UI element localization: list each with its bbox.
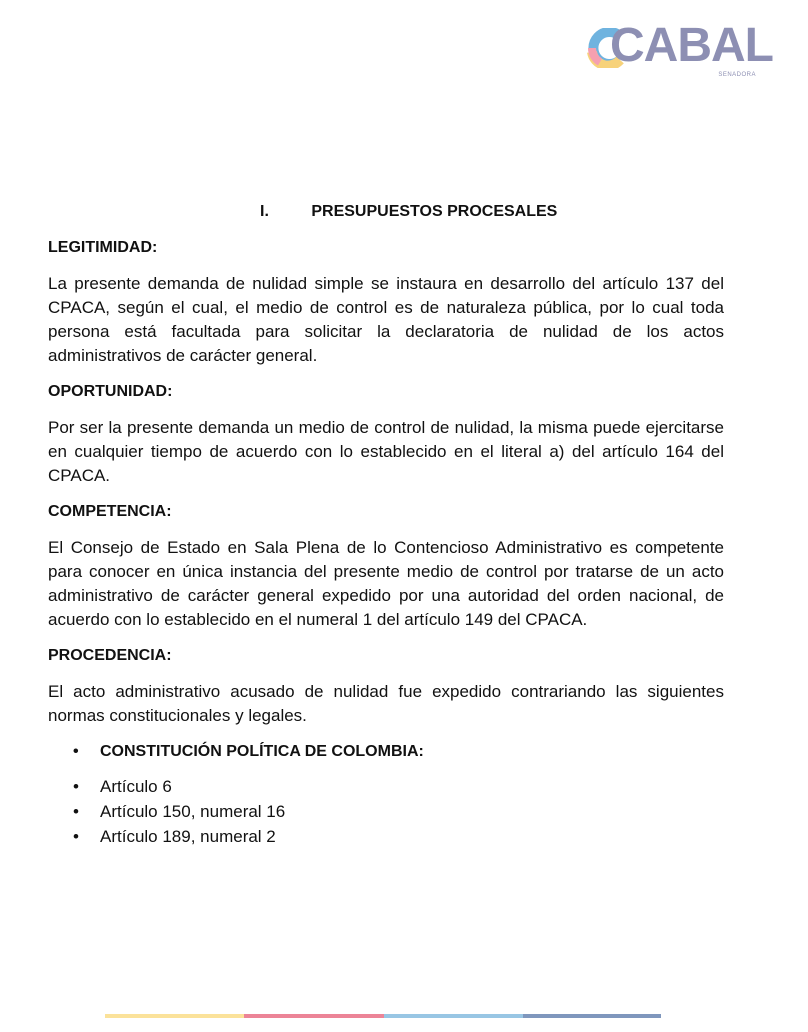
heading-number: I. xyxy=(260,203,269,220)
list-item: • Artículo 189, numeral 2 xyxy=(48,824,724,849)
section-heading xyxy=(48,200,724,224)
list-item: • Artículo 150, numeral 16 xyxy=(48,799,724,824)
heading-title: PRESUPUESTOS PROCESALES xyxy=(311,203,558,220)
list-item: • Artículo 6 xyxy=(48,774,724,799)
articles-list xyxy=(48,774,724,849)
logo-subtitle: SENADORA xyxy=(718,72,756,78)
list-heading: • CONSTITUCIÓN POLÍTICA DE COLOMBIA: xyxy=(48,740,724,764)
footer-bar-slate xyxy=(523,1014,661,1018)
section-title-legitimidad: LEGITIMIDAD: xyxy=(48,239,158,256)
paragraph-procedencia: El acto administrativo acusado de nulidad fue expedido contrariando las siguientes normas constitucionales y legales. xyxy=(48,682,724,725)
footer-bar-lightblue xyxy=(384,1014,523,1018)
cabal-logo xyxy=(586,19,773,84)
section-title-procedencia: PROCEDENCIA: xyxy=(48,647,172,664)
logo-text: CABAL xyxy=(610,19,773,72)
footer-bar-yellow xyxy=(105,1014,244,1018)
paragraph-legitimidad: La presente demanda de nulidad simple se instaura en desarrollo del artículo 137 del CPACA, según el cual, el medio de control es de naturaleza pública, por lo cual toda persona está facultada para solicitar la declaratoria de nulidad de los actos administrativos de carácter general. xyxy=(48,274,724,365)
section-title-oportunidad: OPORTUNIDAD: xyxy=(48,383,173,400)
constitution-heading-list xyxy=(48,740,724,764)
paragraph-oportunidad: Por ser la presente demanda un medio de control de nulidad, la misma puede ejercitarse en cualquier tiempo de acuerdo con lo establecido en el literal a) del artículo 164 del CPACA. xyxy=(48,418,724,485)
paragraph-competencia: El Consejo de Estado en Sala Plena de lo Contencioso Administrativo es competente para conocer en única instancia del presente medio de control por tratarse de un acto administrativo de carácter general expedido por una autoridad del orden nacional, de acuerdo con lo establecido en el numeral 1 del artículo 149 del CPACA. xyxy=(48,538,724,629)
document-body xyxy=(48,200,724,849)
footer-bar-pink xyxy=(244,1014,384,1018)
section-title-competencia: COMPETENCIA: xyxy=(48,503,172,520)
